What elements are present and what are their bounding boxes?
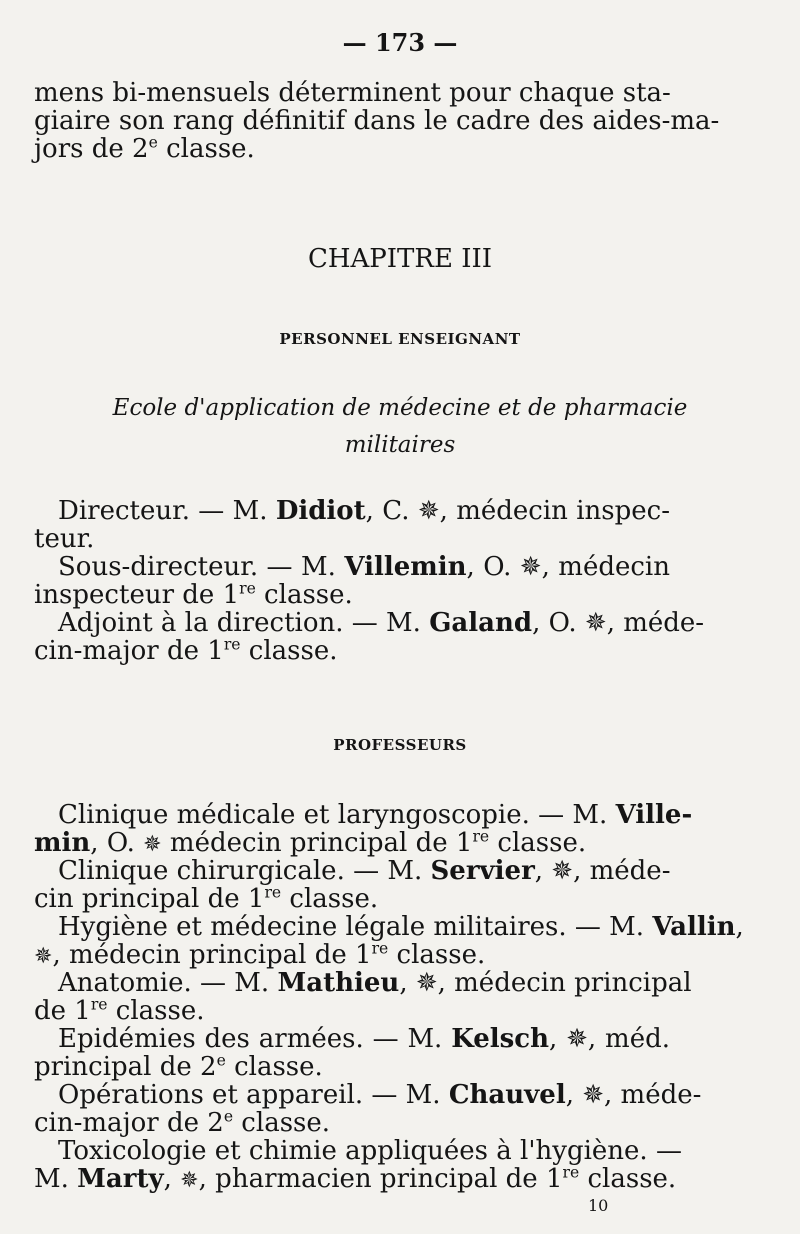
subdirector-entry: Sous-directeur. — M. Villemin, O. ✵, médecin <box>58 552 670 582</box>
subdirector-name: Villemin <box>344 552 467 582</box>
professor-entry-1-cont: min, O. ✵ médecin principal de 1re classe. <box>34 827 587 858</box>
deputy-name: Galand <box>429 608 533 638</box>
director-entry: Directeur. — M. Didiot, C. ✵, médecin inspec- <box>58 496 670 526</box>
professor-entry-1: Clinique médicale et laryngoscopie. — M. Ville- <box>58 800 693 830</box>
section-title: PERSONNEL ENSEIGNANT <box>279 330 521 348</box>
chapter-title: CHAPITRE III <box>307 244 493 274</box>
professor-entry-7-cont: M. Marty, ✵, pharmacien principal de 1re classe. <box>34 1163 677 1194</box>
page-number: — 173 — <box>342 28 458 57</box>
professor-entry-3-cont: ✵, médecin principal de 1re classe. <box>34 939 486 970</box>
deputy-entry: Adjoint à la direction. — M. Galand, O. ✵, méde- <box>58 608 705 638</box>
school-title-line-1: Ecole d'application de médecine et de pharmacie <box>112 395 688 421</box>
professor-entry-6: Opérations et appareil. — M. Chauvel, ✵, méde- <box>58 1080 702 1110</box>
subdirector-entry-cont: inspecteur de 1re classe. <box>34 579 353 610</box>
director-name: Didiot <box>275 496 366 526</box>
director-entry-cont: teur. <box>34 524 95 554</box>
professor-entry-2-cont: cin principal de 1re classe. <box>34 883 379 914</box>
professor-entry-7: Toxicologie et chimie appliquées à l'hygiène. — <box>58 1136 682 1166</box>
intro-line-1: mens bi-mensuels déterminent pour chaque sta- <box>34 78 671 108</box>
school-title-line-2: militaires <box>344 432 456 458</box>
professor-entry-4-cont: de 1re classe. <box>34 995 205 1026</box>
professor-entry-2: Clinique chirurgicale. — M. Servier, ✵, méde- <box>58 856 671 886</box>
professor-entry-5-cont: principal de 2e classe. <box>34 1051 323 1082</box>
professor-entry-5: Epidémies des armées. — M. Kelsch, ✵, méd. <box>58 1024 670 1054</box>
intro-line-2: giaire son rang définitif dans le cadre des aides-ma- <box>34 106 720 136</box>
professor-entry-4: Anatomie. — M. Mathieu, ✵, médecin principal <box>58 968 692 998</box>
professor-entry-6-cont: cin-major de 2e classe. <box>34 1107 331 1138</box>
professor-entry-3: Hygiène et médecine légale militaires. — M. Vallin, <box>58 912 744 942</box>
signature-mark: 10 <box>588 1196 609 1215</box>
deputy-entry-cont: cin-major de 1re classe. <box>34 635 338 666</box>
professors-title: PROFESSEURS <box>333 736 467 754</box>
intro-line-3: jors de 2e classe. <box>34 133 255 164</box>
